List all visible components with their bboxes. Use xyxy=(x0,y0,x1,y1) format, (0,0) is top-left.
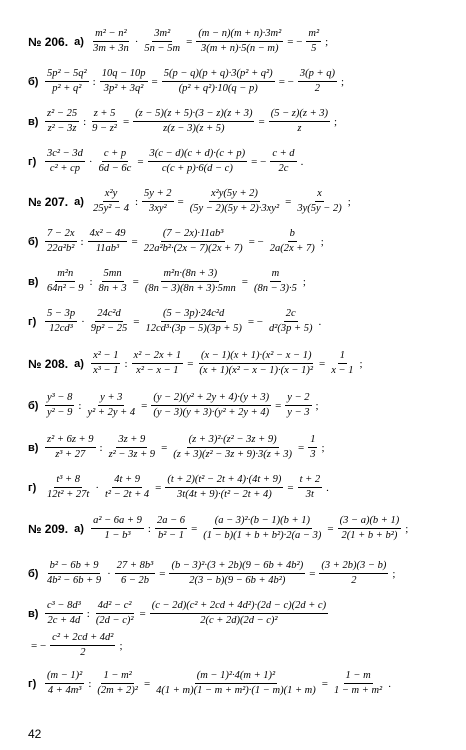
denominator: c² + cp xyxy=(49,163,80,174)
fraction xyxy=(142,228,245,255)
operator: = xyxy=(151,75,158,88)
operator: = − xyxy=(278,75,294,88)
denominator: 1 − b³ xyxy=(104,530,131,541)
denominator: 3y(5y − 2) xyxy=(297,203,342,214)
fraction xyxy=(143,308,243,335)
fraction xyxy=(91,28,131,55)
numerator: (5 − z)(z + 3) xyxy=(269,108,330,122)
numerator: a² − 6a + 9 xyxy=(91,515,144,529)
equation-row xyxy=(28,28,460,55)
denominator: 5n − 5m xyxy=(144,43,181,54)
numerator: x²y(5y + 2) xyxy=(209,188,260,202)
item-label: а) xyxy=(74,35,84,48)
numerator: c + d xyxy=(270,148,296,162)
numerator: (y − 2)(y² + 2y + 4)·(y + 3) xyxy=(151,392,271,406)
denominator: 2 xyxy=(351,575,357,586)
denominator: 2c xyxy=(278,163,289,174)
problem-number: № 209. xyxy=(28,521,69,536)
operator: = xyxy=(186,35,193,48)
numerator: m² − n² xyxy=(93,28,128,42)
denominator: x − 1 xyxy=(331,365,354,376)
equation-row xyxy=(28,670,460,697)
numerator: (t + 2)(t² − 2t + 4)·(4t + 9) xyxy=(165,474,283,488)
operator: ; xyxy=(320,235,324,248)
operator: ; xyxy=(347,195,351,208)
denominator: (p² + q²)·10(q − p) xyxy=(178,83,258,94)
fraction xyxy=(90,108,119,135)
numerator: (3 − a)(b + 1) xyxy=(338,515,402,529)
denominator: y − 3 xyxy=(287,407,310,418)
numerator: 3m² xyxy=(152,28,172,42)
operator: . xyxy=(318,315,322,328)
operator: = xyxy=(297,441,305,454)
denominator: 3m + 3n xyxy=(93,43,129,54)
equation-row xyxy=(28,268,460,295)
denominator: z(z − 3)(z + 5) xyxy=(163,123,225,134)
numerator: (3 + 2b)(3 − b) xyxy=(319,560,388,574)
denominator: 4b² − 6b + 9 xyxy=(47,575,102,586)
fraction xyxy=(252,268,299,295)
fraction xyxy=(142,188,174,215)
numerator: m² xyxy=(306,28,321,42)
operator: ; xyxy=(392,567,396,580)
denominator: 3t xyxy=(305,489,314,500)
item-label: а) xyxy=(74,195,84,208)
numerator: y³ − 8 xyxy=(45,392,74,406)
operator: ; xyxy=(334,115,338,128)
denominator: 2 xyxy=(80,647,86,658)
item-label: г) xyxy=(28,677,37,690)
operator: = xyxy=(258,115,265,128)
operator: : xyxy=(92,75,96,88)
operator: : xyxy=(99,441,103,454)
operator: · xyxy=(88,155,93,168)
operator: . xyxy=(388,677,391,690)
operator: : xyxy=(88,677,92,690)
denominator: 22a²b² xyxy=(47,243,75,254)
denominator: 3xy² xyxy=(148,203,167,214)
numerator: x²y xyxy=(103,188,119,202)
denominator: 6 − 2b xyxy=(120,575,150,586)
denominator: x³ − 1 xyxy=(93,365,119,376)
fraction xyxy=(97,268,129,295)
equation-row xyxy=(28,392,460,419)
numerator: z + 5 xyxy=(92,108,118,122)
fraction xyxy=(45,392,74,419)
numerator: x xyxy=(315,188,324,202)
fraction xyxy=(97,148,134,175)
fraction xyxy=(91,188,131,215)
denominator: 64n² − 9 xyxy=(47,283,84,294)
numerator: (b − 3)²·(3 + 2b)(9 − 6b + 4b²) xyxy=(169,560,305,574)
denominator: (8n − 3)·5 xyxy=(253,283,297,294)
operator: = xyxy=(133,315,140,328)
denominator: (y − 3)(y + 3)·(y² + 2y + 4) xyxy=(153,407,270,418)
denominator: 3p² + 3q² xyxy=(103,83,144,94)
operator: = xyxy=(319,357,326,370)
numerator: 2a − 6 xyxy=(155,515,187,529)
equation-row xyxy=(28,188,460,215)
equation-row xyxy=(28,560,460,587)
fraction xyxy=(45,148,85,175)
numerator: 5(p − q)(p + q)·3(p² + q²) xyxy=(162,68,275,82)
numerator: t³ + 8 xyxy=(54,474,82,488)
operator: ; xyxy=(315,399,319,412)
denominator: 4 + 4m³ xyxy=(47,685,82,696)
numerator: 4x² − 49 xyxy=(88,228,128,242)
equation-row xyxy=(28,434,460,461)
numerator: (7 − 2x)·11ab³ xyxy=(161,228,225,242)
numerator: x² − 2x + 1 xyxy=(132,350,184,364)
numerator: (c − 2d)(c² + 2cd + 4d²)·(2d − c)(2d + c) xyxy=(150,600,328,614)
operator: : xyxy=(134,195,139,208)
fraction xyxy=(50,632,115,659)
item-label: в) xyxy=(28,115,39,128)
operator: = − xyxy=(247,315,263,328)
fraction xyxy=(188,188,281,215)
numerator: 5mn xyxy=(102,268,124,282)
fraction xyxy=(319,560,388,587)
operator: = xyxy=(155,481,162,494)
denominator: 3(m + n)·5(n − m) xyxy=(201,43,279,54)
numerator: 5 − 3p xyxy=(45,308,77,322)
numerator: m xyxy=(270,268,282,282)
operator: = xyxy=(137,155,144,168)
item-label: б) xyxy=(28,399,39,412)
item-label: а) xyxy=(74,357,84,370)
numerator: (z − 5)(z + 5)·(3 − z)(z + 3) xyxy=(133,108,254,122)
denominator: 2(c + 2d)(2d − c)² xyxy=(200,615,278,626)
denominator: t² − 2t + 4 xyxy=(105,489,150,500)
numerator: 10q − 10p xyxy=(100,68,148,82)
numerator: (x − 1)(x + 1)·(x² − x − 1) xyxy=(199,350,314,364)
numerator: c³ − 8d³ xyxy=(45,600,83,614)
operator: : xyxy=(124,357,128,370)
denominator: 11ab³ xyxy=(95,243,120,254)
numerator: (5 − 3p)·24c²d xyxy=(161,308,226,322)
fraction xyxy=(45,434,96,461)
operator: ; xyxy=(302,275,306,288)
operator: = xyxy=(143,677,151,690)
fraction xyxy=(94,600,136,627)
denominator: 12cd³·(3p − 5)(3p + 5) xyxy=(145,323,242,334)
fraction xyxy=(103,474,151,501)
denominator: (1 − b)(1 + b + b²)·2(a − 3) xyxy=(203,530,322,541)
operator: = xyxy=(132,275,139,288)
operator: · xyxy=(95,481,99,494)
operator: : xyxy=(86,607,90,620)
fraction xyxy=(45,474,91,501)
operator: = xyxy=(122,115,130,128)
item-label: в) xyxy=(28,441,39,454)
operator: = xyxy=(309,567,316,580)
operator: = xyxy=(177,195,184,208)
fraction xyxy=(169,560,305,587)
operator: = − xyxy=(287,35,303,48)
fraction xyxy=(91,515,144,542)
denominator: 22a²b²·(2x − 7)(2x + 7) xyxy=(143,243,243,254)
numerator: (a − 3)²·(b − 1)(b + 1) xyxy=(213,515,312,529)
fraction xyxy=(295,188,343,215)
numerator: m²n·(8n + 3) xyxy=(161,268,219,282)
denominator: 6d − 6c xyxy=(98,163,132,174)
fraction xyxy=(45,308,77,335)
denominator: 3 xyxy=(310,449,316,460)
numerator: 1 − m xyxy=(344,670,373,684)
denominator: d²(3p + 5) xyxy=(268,323,313,334)
item-label: а) xyxy=(74,522,84,535)
fraction xyxy=(196,28,283,55)
operator: : xyxy=(147,522,151,535)
operator: = − xyxy=(248,235,264,248)
item-label: в) xyxy=(28,607,39,620)
fraction xyxy=(270,148,296,175)
numerator: 1 xyxy=(308,434,317,448)
operator: ; xyxy=(340,75,345,88)
problem-number: № 208. xyxy=(28,356,69,371)
fraction xyxy=(107,434,158,461)
problem-number: № 207. xyxy=(28,194,69,209)
fraction xyxy=(85,392,137,419)
denominator: z xyxy=(297,123,302,134)
numerator: 5p² − 5q² xyxy=(45,68,89,82)
item-label: г) xyxy=(28,481,37,494)
numerator: 3c² − 3d xyxy=(45,148,85,162)
numerator: (z + 3)²·(z² − 3z + 9) xyxy=(187,434,279,448)
numerator: z² + 6z + 9 xyxy=(45,434,96,448)
fraction xyxy=(91,350,120,377)
fraction xyxy=(171,434,294,461)
numerator: (m − 1)²·4(m + 1)² xyxy=(195,670,278,684)
fraction xyxy=(298,68,337,95)
operator: ; xyxy=(325,35,329,48)
operator: = xyxy=(159,567,166,580)
operator: = xyxy=(241,275,248,288)
numerator: 1 − m² xyxy=(101,670,133,684)
numerator: 24c²d xyxy=(95,308,123,322)
fraction xyxy=(132,350,184,377)
denominator: 2(1 + b + b²) xyxy=(341,530,398,541)
fraction xyxy=(45,670,84,697)
operator: = xyxy=(141,399,148,412)
fraction xyxy=(45,268,85,295)
operator: = xyxy=(187,357,194,370)
numerator: t + 2 xyxy=(298,474,323,488)
numerator: c² + 2cd + 4d² xyxy=(50,632,115,646)
fraction xyxy=(88,228,128,255)
operator: ; xyxy=(321,441,325,454)
operator: · xyxy=(134,35,139,48)
numerator: c + p xyxy=(102,148,128,162)
equation-row xyxy=(28,308,460,335)
fraction xyxy=(197,350,315,377)
denominator: x² − x − 1 xyxy=(136,365,179,376)
denominator: (2d − c)² xyxy=(95,615,134,626)
fraction xyxy=(329,350,355,377)
numerator: x² − 1 xyxy=(91,350,120,364)
fraction xyxy=(89,308,129,335)
problem-number: № 206. xyxy=(28,34,69,49)
numerator: y + 3 xyxy=(98,392,124,406)
item-label: г) xyxy=(28,315,37,328)
numerator: (m − 1)² xyxy=(45,670,84,684)
operator: = − xyxy=(251,155,267,168)
denominator: (z + 3)(z² − 3z + 9)·3(z + 3) xyxy=(173,449,292,460)
fraction xyxy=(142,28,182,55)
item-label: г) xyxy=(28,155,37,168)
denominator: 2c + 4d xyxy=(47,615,81,626)
denominator: 9p² − 25 xyxy=(90,323,128,334)
numerator: 3z + 9 xyxy=(116,434,147,448)
denominator: (5y − 2)(5y + 2)·3xy² xyxy=(189,203,280,214)
fraction xyxy=(332,670,384,697)
fraction xyxy=(285,392,311,419)
numerator: 4t + 9 xyxy=(112,474,142,488)
numerator: m²n xyxy=(55,268,75,282)
denominator: 12t² + 27t xyxy=(47,489,90,500)
numerator: b² − 6b + 9 xyxy=(48,560,101,574)
operator: = xyxy=(139,607,146,620)
operator: ; xyxy=(359,357,363,370)
operator: · xyxy=(81,315,85,328)
denominator: c(c + p)·6(d − c) xyxy=(161,163,233,174)
denominator: y² + 2y + 4 xyxy=(87,407,136,418)
numerator: (m − n)(m + n)·3m² xyxy=(196,28,283,42)
fraction xyxy=(162,68,275,95)
equation-row xyxy=(28,68,460,95)
denominator: z² − 3z + 9 xyxy=(108,449,156,460)
operator: = xyxy=(321,677,328,690)
equation-row xyxy=(28,228,460,255)
item-label: б) xyxy=(28,567,39,580)
operator: · xyxy=(107,567,111,580)
denominator: p² + q² xyxy=(52,83,82,94)
numerator: 27 + 8b³ xyxy=(115,560,155,574)
equation-row xyxy=(28,350,460,377)
fraction xyxy=(95,670,140,697)
fraction xyxy=(338,515,402,542)
fraction xyxy=(45,68,89,95)
fraction xyxy=(115,560,155,587)
operator: ; xyxy=(405,522,409,535)
equation-row xyxy=(28,148,460,175)
denominator: z³ + 27 xyxy=(55,449,86,460)
denominator: 5 xyxy=(311,43,317,54)
denominator: (x + 1)(x² − x − 1)·(x − 1)² xyxy=(199,365,314,376)
numerator: 3(p + q) xyxy=(298,68,337,82)
denominator: 2(3 − b)(9 − 6b + 4b²) xyxy=(189,575,286,586)
fraction xyxy=(45,560,103,587)
operator: = xyxy=(285,195,292,208)
denominator: 1 − m + m² xyxy=(333,685,383,696)
fraction xyxy=(267,308,314,335)
numerator: 1 xyxy=(338,350,347,364)
denominator: 8n + 3 xyxy=(98,283,127,294)
item-label: б) xyxy=(28,75,39,88)
operator: : xyxy=(89,275,93,288)
operator: = xyxy=(275,399,282,412)
fraction xyxy=(148,148,248,175)
operator: = xyxy=(161,441,168,454)
fraction xyxy=(268,228,317,255)
fraction xyxy=(150,600,328,627)
denominator: 9 − z² xyxy=(92,123,117,134)
page-number: 42 xyxy=(28,727,42,741)
fraction xyxy=(308,434,317,461)
numerator: b xyxy=(288,228,297,242)
denominator: (2m + 2)² xyxy=(97,685,138,696)
denominator: (8n − 3)(8n + 3)·5mn xyxy=(144,283,236,294)
item-label: б) xyxy=(28,235,39,248)
numerator: z² − 25 xyxy=(45,108,79,122)
equation-row xyxy=(28,632,460,659)
denominator: 2 xyxy=(314,83,321,94)
equation-row xyxy=(28,515,460,542)
fraction xyxy=(45,600,83,627)
denominator: 25y² − 4 xyxy=(93,203,129,214)
fraction xyxy=(133,108,254,135)
denominator: 12cd³ xyxy=(49,323,73,334)
denominator: y² − 9 xyxy=(47,407,73,418)
numerator: 3(c − d)(c + d)·(c + p) xyxy=(148,148,248,162)
numerator: 7 − 2x xyxy=(45,228,77,242)
fraction xyxy=(155,515,187,542)
operator: = xyxy=(191,522,198,535)
numerator: 2c xyxy=(284,308,298,322)
numerator: 5y + 2 xyxy=(142,188,174,202)
denominator: 2a(2x + 7) xyxy=(269,243,315,254)
fraction xyxy=(298,474,323,501)
denominator: b² − 1 xyxy=(158,530,184,541)
fraction xyxy=(45,228,77,255)
denominator: 4(1 + m)(1 − m + m²)·(1 − m)(1 + m) xyxy=(156,685,316,696)
operator: = xyxy=(131,235,138,248)
numerator: 4d² − c² xyxy=(96,600,134,614)
equation-row xyxy=(28,474,460,501)
fraction xyxy=(143,268,238,295)
operator: = − xyxy=(31,639,47,652)
operator: : xyxy=(80,235,84,248)
numerator: y − 2 xyxy=(285,392,311,406)
item-label: в) xyxy=(28,275,39,288)
operator: ; xyxy=(119,639,123,652)
denominator: z² − 3z xyxy=(47,123,77,134)
fraction xyxy=(154,670,318,697)
fraction xyxy=(269,108,330,135)
equation-row xyxy=(28,600,460,627)
operator: = xyxy=(327,522,334,535)
fraction xyxy=(165,474,283,501)
operator: . xyxy=(326,481,329,494)
operator: : xyxy=(83,115,87,128)
fraction xyxy=(201,515,323,542)
operator: . xyxy=(300,155,304,168)
denominator: 3t(4t + 9)·(t² − 2t + 4) xyxy=(177,489,272,500)
fraction xyxy=(151,392,271,419)
fraction xyxy=(45,108,79,135)
operator: : xyxy=(78,399,82,412)
fraction xyxy=(100,68,148,95)
operator: = xyxy=(287,481,294,494)
fraction xyxy=(306,28,321,55)
equation-row xyxy=(28,108,460,135)
